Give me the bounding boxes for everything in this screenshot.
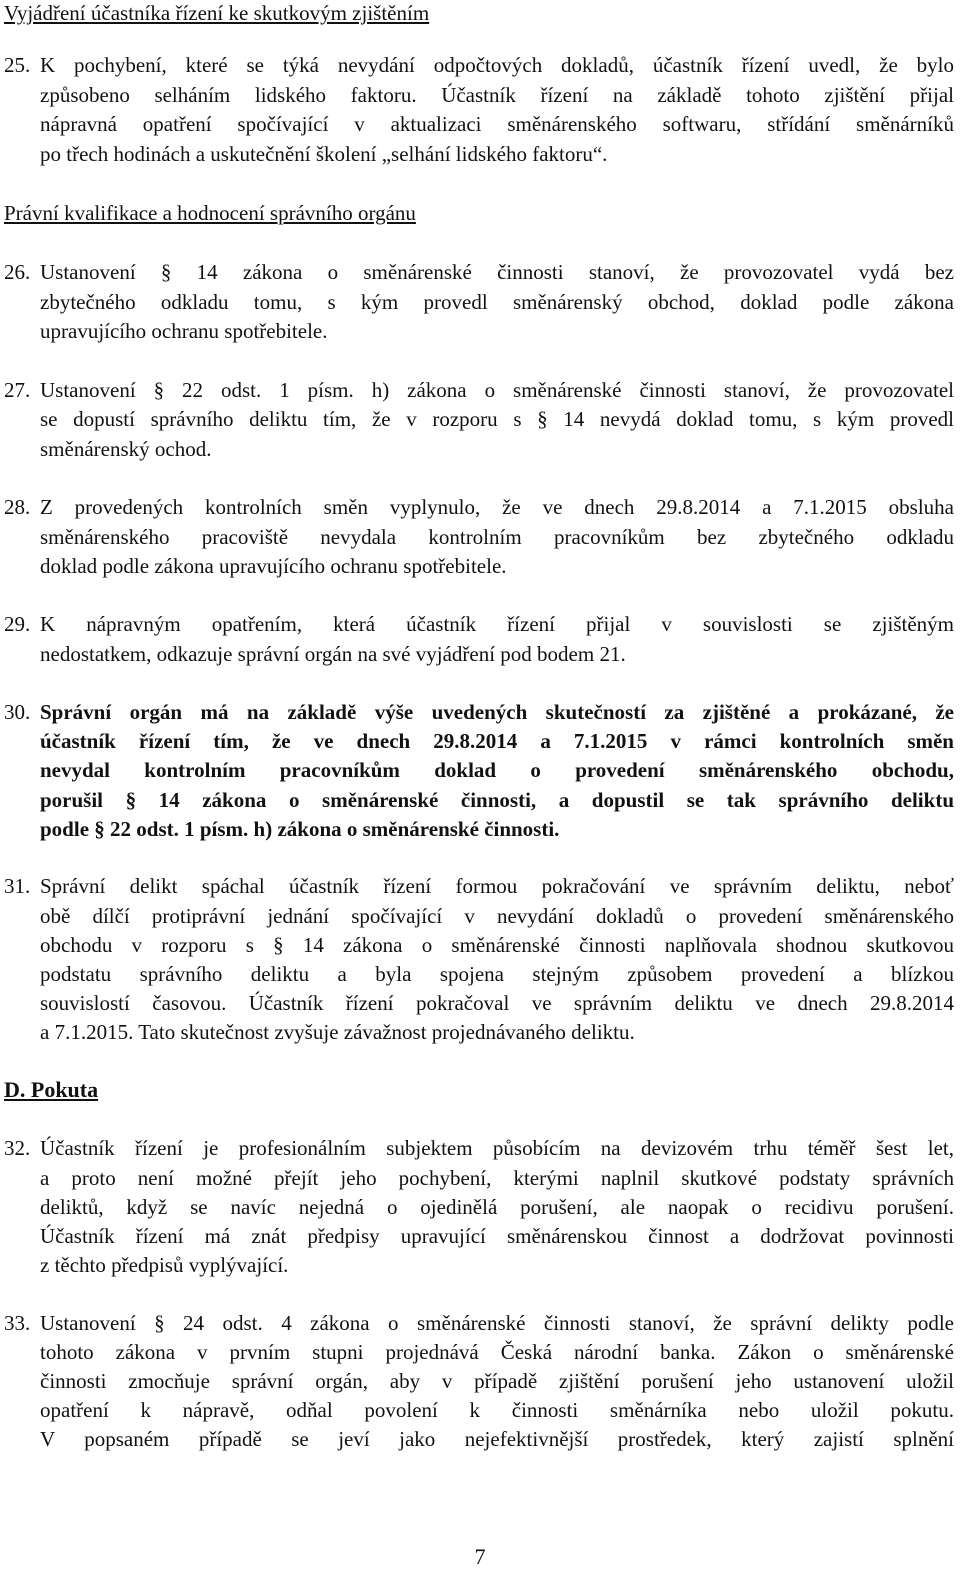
paragraph-line: po třech hodinách a uskutečnění školení „selhání lidského faktoru“. [40, 142, 608, 166]
paragraph-line: opatření k nápravě, odňal povolení k činnosti směnárníka nebo uložil pokutu. [40, 1398, 954, 1422]
paragraph-line: účastník řízení tím, že ve dnech 29.8.2014 a 7.1.2015 v rámci kontrolních směn [40, 729, 954, 753]
paragraph-line: Ustanovení § 22 odst. 1 písm. h) zákona o směnárenské činnosti stanoví, že provozovatel [40, 378, 954, 402]
paragraph-line: podle § 22 odst. 1 písm. h) zákona o směnárenské činnosti. [40, 817, 560, 841]
paragraph-line: se dopustí správního deliktu tím, že v rozporu s § 14 nevydá doklad tomu, s kým provedl [40, 407, 954, 431]
paragraph-number: 25. [4, 53, 31, 77]
paragraph-line: obě dílčí protiprávní jednání spočívající v nevydání dokladů o provedení směnárenského [40, 904, 954, 928]
paragraph-line: doklad podle zákona upravujícího ochranu spotřebitele. [40, 554, 507, 578]
paragraph-number: 33. [4, 1311, 31, 1335]
section-heading-statement: Vyjádření účastníka řízení ke skutkovým zjištěním [4, 1, 430, 25]
paragraph-line: a proto není možné přejít jeho pochybení, kterými naplnil skutkové podstaty správních [40, 1166, 954, 1190]
paragraph-line: směnárenský ochod. [40, 437, 212, 461]
paragraph-number: 26. [4, 260, 31, 284]
paragraph-line: Ustanovení § 24 odst. 4 zákona o směnárenské činnosti stanoví, že správní delikty podle [40, 1311, 954, 1335]
paragraph-line: obchodu v rozporu s § 14 zákona o směnárenské činnosti naplňovala shodnou skutkovou [40, 933, 954, 957]
paragraph-line: K pochybení, které se týká nevydání odpočtových dokladů, účastník řízení uvedl, že bylo [40, 53, 954, 77]
paragraph-line: Správní orgán má na základě výše uvedených skutečností za zjištěné a prokázané, že [40, 700, 954, 724]
section-heading-fine: D. Pokuta [4, 1077, 99, 1102]
section-heading-legal: Právní kvalifikace a hodnocení správního orgánu [4, 201, 416, 225]
paragraph-line: nevydal kontrolním pracovníkům doklad o provedení směnárenského obchodu, [40, 758, 954, 782]
paragraph-line: porušil § 14 zákona o směnárenské činnosti, a dopustil se tak správního deliktu [40, 788, 954, 812]
paragraph-number: 30. [4, 700, 31, 724]
paragraph-number: 27. [4, 378, 31, 402]
paragraph-line: Z provedených kontrolních směn vyplynulo, že ve dnech 29.8.2014 a 7.1.2015 obsluha [40, 495, 954, 519]
paragraph-line: Účastník řízení je profesionálním subjektem působícím na devizovém trhu téměř šest let, [40, 1136, 954, 1160]
paragraph-line: nedostatkem, odkazuje správní orgán na své vyjádření pod bodem 21. [40, 642, 626, 666]
paragraph-line: tohoto zákona v prvním stupni projednává Česká národní banka. Zákon o směnárenské [40, 1340, 954, 1364]
paragraph-line: zbytečného odkladu tomu, s kým provedl směnárenský obchod, doklad podle zákona [40, 290, 954, 314]
paragraph-line: souvislostí časovou. Účastník řízení pokračoval ve správním deliktu ve dnech 29.8.2014 [40, 991, 954, 1015]
paragraph-line: směnárenského pracoviště nevydala kontrolním pracovníkům bez zbytečného odkladu [40, 525, 954, 549]
paragraph-line: Správní delikt spáchal účastník řízení formou pokračování ve správním deliktu, neboť [40, 874, 954, 898]
paragraph-line: K nápravným opatřením, která účastník řízení přijal v souvislosti se zjištěným [40, 612, 954, 636]
paragraph-line: deliktů, když se navíc nejedná o ojedinělá porušení, ale naopak o recidivu porušení. [40, 1195, 954, 1219]
paragraph-line: nápravná opatření spočívající v aktualizaci směnárenského softwaru, střídání směnárníků [40, 112, 954, 136]
paragraph-line: Ustanovení § 14 zákona o směnárenské činnosti stanoví, že provozovatel vydá bez [40, 260, 954, 284]
paragraph-number: 28. [4, 495, 31, 519]
page-number: 7 [474, 1544, 486, 1569]
paragraph-line: Účastník řízení má znát předpisy upravující směnárenskou činnost a dodržovat povinnosti [40, 1224, 954, 1248]
paragraph-line: podstatu správního deliktu a byla spojena stejným způsobem provedení a blízkou [40, 962, 954, 986]
paragraph-number: 31. [4, 874, 31, 898]
paragraph-number: 32. [4, 1136, 31, 1160]
paragraph-line: a 7.1.2015. Tato skutečnost zvyšuje závažnost projednávaného deliktu. [40, 1020, 635, 1044]
paragraph-line: upravujícího ochranu spotřebitele. [40, 319, 328, 343]
paragraph-line: činnosti zmocňuje správní orgán, aby v případě zjištění porušení jeho ustanovení uložil [40, 1369, 954, 1393]
paragraph-line: z těchto předpisů vyplývající. [40, 1253, 289, 1277]
paragraph-line: způsobeno selháním lidského faktoru. Účastník řízení na základě tohoto zjištění přijal [40, 83, 954, 107]
paragraph-line: V popsaném případě se jeví jako nejefektivnější prostředek, který zajistí splnění [40, 1427, 954, 1451]
paragraph-number: 29. [4, 612, 31, 636]
